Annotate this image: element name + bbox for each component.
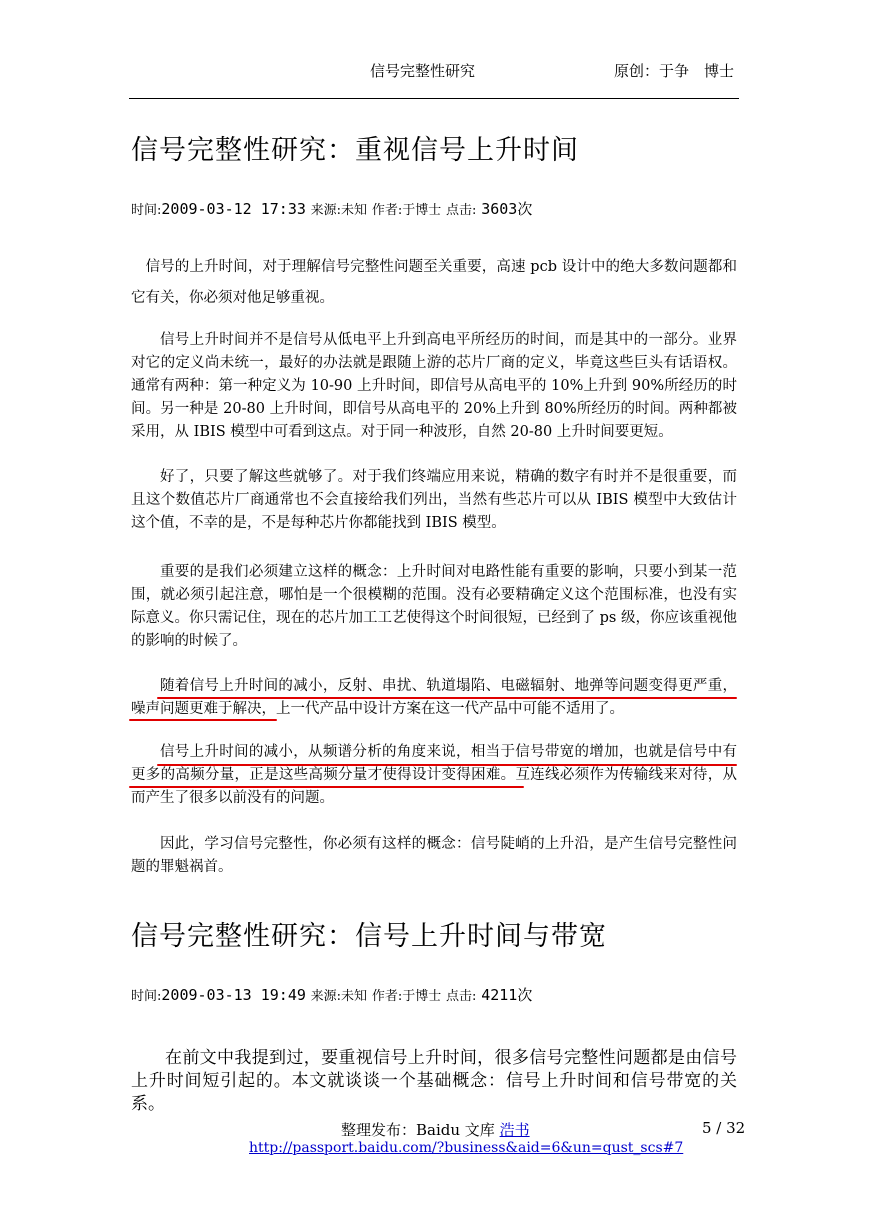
article-2-paragraph-1: 在前文中我提到过，要重视信号上升时间，很多信号完整性问题都是由信号上升时间短引起的。本文就谈谈一个基础概念：信号上升时间和信号带宽的关系。 <box>131 1048 737 1114</box>
article-1-paragraph-3: 好了，只要了解这些就够了。对于我们终端应用来说，精确的数字有时并不是很重要，而且这个数值芯片厂商通常也不会直接给我们列出，当然有些芯片可以从 IBIS 模型中大致估计这个值，不幸的是，不是每种芯片你都能找到 IBIS 模型。 <box>131 469 737 531</box>
meta-source: 来源:未知 <box>310 989 368 1004</box>
header-author: 原创：于争 博士 <box>614 62 735 80</box>
highlight-underline <box>157 697 737 699</box>
meta-clicks-label: 点击: <box>446 203 477 218</box>
meta-time: 2009-03-12 17:33 <box>161 200 306 218</box>
footer-url-link[interactable]: http://passport.baidu.com/?business&aid=6&un=qust_scs#7 <box>249 1140 684 1156</box>
article-1-paragraph-7: 因此，学习信号完整性，你必须有这样的概念：信号陡峭的上升沿，是产生信号完整性问题的罪魁祸首。 <box>131 836 737 875</box>
article-1-paragraph-6: 信号上升时间的减小，从频谱分析的角度来说，相当于信号带宽的增加，也就是信号中有更多的高频分量，正是这些高频分量才使得设计变得困难。互连线必须作为传输线来对待，从而产生了很多以前没有的问题。 <box>131 744 737 806</box>
footer-page-number: 5 / 32 <box>702 1119 746 1137</box>
highlight-underline <box>129 719 277 721</box>
header-rule <box>129 98 739 99</box>
highlight-underline <box>129 786 524 788</box>
footer-publisher-link[interactable]: 浩书 <box>499 1121 530 1139</box>
footer-publish-text: 整理发布：Baidu 文库 <box>341 1121 495 1139</box>
meta-clicks: 4211 <box>481 986 518 1004</box>
article-1-meta <box>131 198 532 219</box>
article-2-title: 信号完整性研究：信号上升时间与带宽 <box>131 921 607 952</box>
meta-clicks: 3603 <box>481 200 518 218</box>
meta-time: 2009-03-13 19:49 <box>161 986 306 1004</box>
highlight-underline <box>157 764 737 766</box>
article-1-title: 信号完整性研究：重视信号上升时间 <box>131 135 579 166</box>
meta-source: 来源:未知 <box>310 203 368 218</box>
meta-clicks-unit: 次 <box>517 986 533 1004</box>
article-1-paragraph-2: 信号上升时间并不是信号从低电平上升到高电平所经历的时间，而是其中的一部分。业界对它的定义尚未统一，最好的办法就是跟随上游的芯片厂商的定义，毕竟这些巨头有话语权。通常有两种：第一种定义为 10-90 上升时间，即信号从高电平的 10%上升到 90%所经历的时间。另一种是 20-80 上升时间，即信号从高电平的 20%上升到 80%所经历的时间。两种都被采用，从 IBIS 模型中可看到这点。对于同一种波形，自然 20-80 上升时间要更短。 <box>131 332 737 440</box>
article-1-paragraph-5: 随着信号上升时间的减小，反射、串扰、轨道塌陷、电磁辐射、地弹等问题变得更严重，噪声问题更难于解决，上一代产品中设计方案在这一代产品中可能不适用了。 <box>131 678 737 717</box>
article-1-paragraph-4: 重要的是我们必须建立这样的概念：上升时间对电路性能有重要的影响，只要小到某一范围，就必须引起注意，哪怕是一个很模糊的范围。没有必要精确定义这个范围标准，也没有实际意义。你只需记住，现在的芯片加工工艺使得这个时间很短，已经到了 ps 级，你应该重视他的影响的时候了。 <box>131 564 737 649</box>
meta-author: 作者:于博士 <box>371 203 442 218</box>
meta-time-label: 时间: <box>131 203 162 218</box>
article-1-paragraph-1: 信号的上升时间，对于理解信号完整性问题至关重要，高速 pcb 设计中的绝大多数问题都和它有关，你必须对他足够重视。 <box>131 259 737 306</box>
footer-publish-label <box>341 1119 530 1140</box>
meta-author: 作者:于博士 <box>371 989 442 1004</box>
meta-clicks-unit: 次 <box>517 200 533 218</box>
meta-clicks-label: 点击: <box>446 989 477 1004</box>
article-2-meta <box>131 984 532 1005</box>
header-title: 信号完整性研究 <box>370 62 476 80</box>
meta-time-label: 时间: <box>131 989 162 1004</box>
